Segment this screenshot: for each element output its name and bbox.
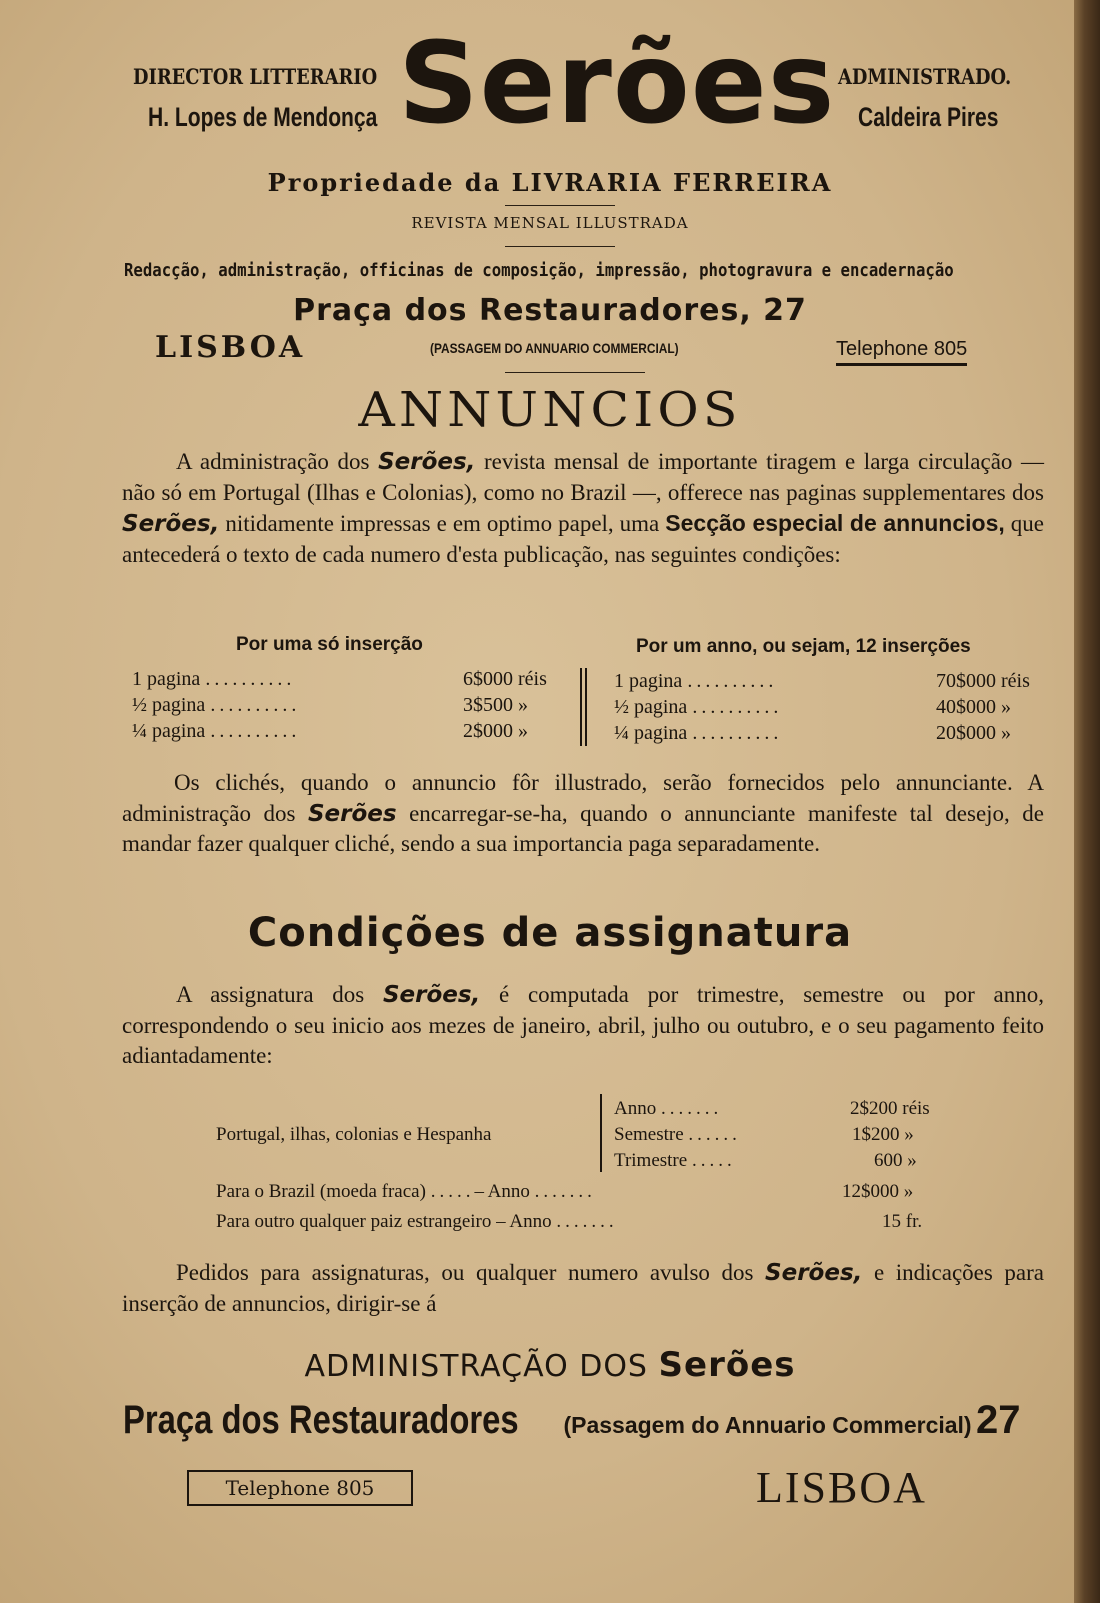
footer-address: Praça dos Restauradores (Passagem do Annuario Commercial) 27 (123, 1398, 1021, 1442)
footer-title: Serões (658, 1345, 796, 1385)
title-reference: Serões (307, 800, 397, 827)
single-price: 6$000 réis (463, 668, 547, 690)
portugal-row: Semestre ...... (614, 1124, 741, 1145)
annual-price: 40$000 » (936, 696, 1011, 718)
single-price: 3$500 » (463, 694, 528, 716)
director-label: DIRECTOR LITTERARIO (133, 64, 378, 89)
divider (505, 205, 615, 206)
table-divider (580, 668, 582, 746)
proprietor-line: Propriedade da LIVRARIA FERREIRA (267, 168, 833, 197)
table-divider (585, 668, 587, 746)
single-row: ½ pagina .......... (132, 694, 301, 716)
footer-city: LISBOA (756, 1463, 927, 1512)
director-name: H. Lopes de Mendonça (148, 102, 378, 132)
intro-text-3: nitidamente impressas e em optimo papel, uma (225, 511, 660, 536)
intro-text-2: revista mensal de importante tiragem e larga circulação — não só em Portugal (Ilhas e Colonias), como no Brazil —, offerece nas paginas supplementares dos (122, 449, 1045, 505)
annual-row: ¼ pagina .......... (614, 722, 783, 744)
divider (505, 246, 615, 247)
portugal-price: 1$200 » (852, 1124, 914, 1145)
single-row: ¼ pagina .......... (132, 720, 301, 742)
annual-price: 20$000 » (936, 722, 1011, 744)
administrator-name: Caldeira Pires (858, 102, 999, 132)
header-telephone: Telephone 805 (836, 338, 967, 366)
brazil-row: Para o Brazil (moeda fraca) .....– Anno ....... (216, 1181, 596, 1202)
portugal-label: Portugal, ilhas, colonias e Hespanha (216, 1124, 492, 1145)
title-reference: Serões, (382, 982, 481, 1008)
highlight-text: Secção especial de annuncios, (665, 510, 1005, 536)
intro-text-1: A administração dos (176, 449, 370, 474)
title-reference: Serões, (378, 449, 476, 475)
annual-price: 70$000 réis (936, 670, 1030, 692)
subscription-heading: Condições de assignatura (247, 910, 853, 956)
annuncios-intro (122, 447, 1044, 570)
annual-row: ½ pagina .......... (614, 696, 783, 718)
single-insertion-heading: Por uma só inserção (236, 634, 423, 655)
annuncios-heading: ANNUNCIOS (358, 382, 742, 438)
cliches-paragraph: Os clichés, quando o annuncio fôr illustrado, serão fornecidos pelo annunciante. A administração dos Serões encarregar-se-ha, quando o annunciante manifeste tal desejo, de mandar fazer qualquer cliché, sendo a sua importancia paga separadamente. (122, 770, 1044, 856)
header-city: LISBOA (155, 330, 306, 365)
annual-insertion-heading: Por um anno, ou sejam, 12 inserções (636, 636, 971, 657)
header-passage: (PASSAGEM DO ANNUARIO COMMERCIAL) (430, 340, 679, 356)
footer-telephone: Telephone 805 (187, 1470, 413, 1506)
revista-line: REVISTA MENSAL ILLUSTRADA (411, 214, 689, 232)
portugal-row: Anno ....... (614, 1098, 723, 1119)
other-country-price: 15 fr. (882, 1211, 923, 1232)
masthead-title: Serões (398, 19, 836, 149)
divider (505, 372, 645, 373)
services-line: Redacção, administração, officinas de composição, impressão, photogravura e encadernação (124, 260, 954, 281)
subscription-intro: A assignatura dos Serões, é computada por trimestre, semestre ou por anno, correspondendo o seu inicio aos mezes de janeiro, abril, julho ou outubro, e o seu pagamento feito adiantadamente: (122, 982, 1044, 1068)
other-country-row: Para outro qualquer paiz estrangeiro – Anno ....... (216, 1211, 618, 1232)
administrator-label: ADMINISTRADO. (838, 64, 1012, 89)
portugal-row: Trimestre ..... (614, 1150, 736, 1171)
brace (600, 1094, 612, 1172)
footer-admin: ADMINISTRAÇÃO DOS Serões (304, 1345, 796, 1385)
intro-text-4: que antecederá o texto de cada numero d'esta publicação, nas seguintes condições: (122, 511, 1044, 567)
single-row: 1 pagina .......... (132, 668, 296, 690)
portugal-price: 600 » (874, 1150, 917, 1171)
orders-paragraph: Pedidos para assignaturas, ou qualquer numero avulso dos Serões, e indicações para inserção de annuncios, dirigir-se á (122, 1260, 1044, 1316)
title-reference: Serões, (122, 511, 220, 537)
portugal-price: 2$200 réis (850, 1098, 930, 1119)
brazil-price: 12$000 » (842, 1181, 914, 1202)
single-price: 2$000 » (463, 720, 528, 742)
title-reference: Serões, (765, 1260, 863, 1286)
header-address: Praça dos Restauradores, 27 (293, 293, 807, 328)
annual-row: 1 pagina .......... (614, 670, 778, 692)
